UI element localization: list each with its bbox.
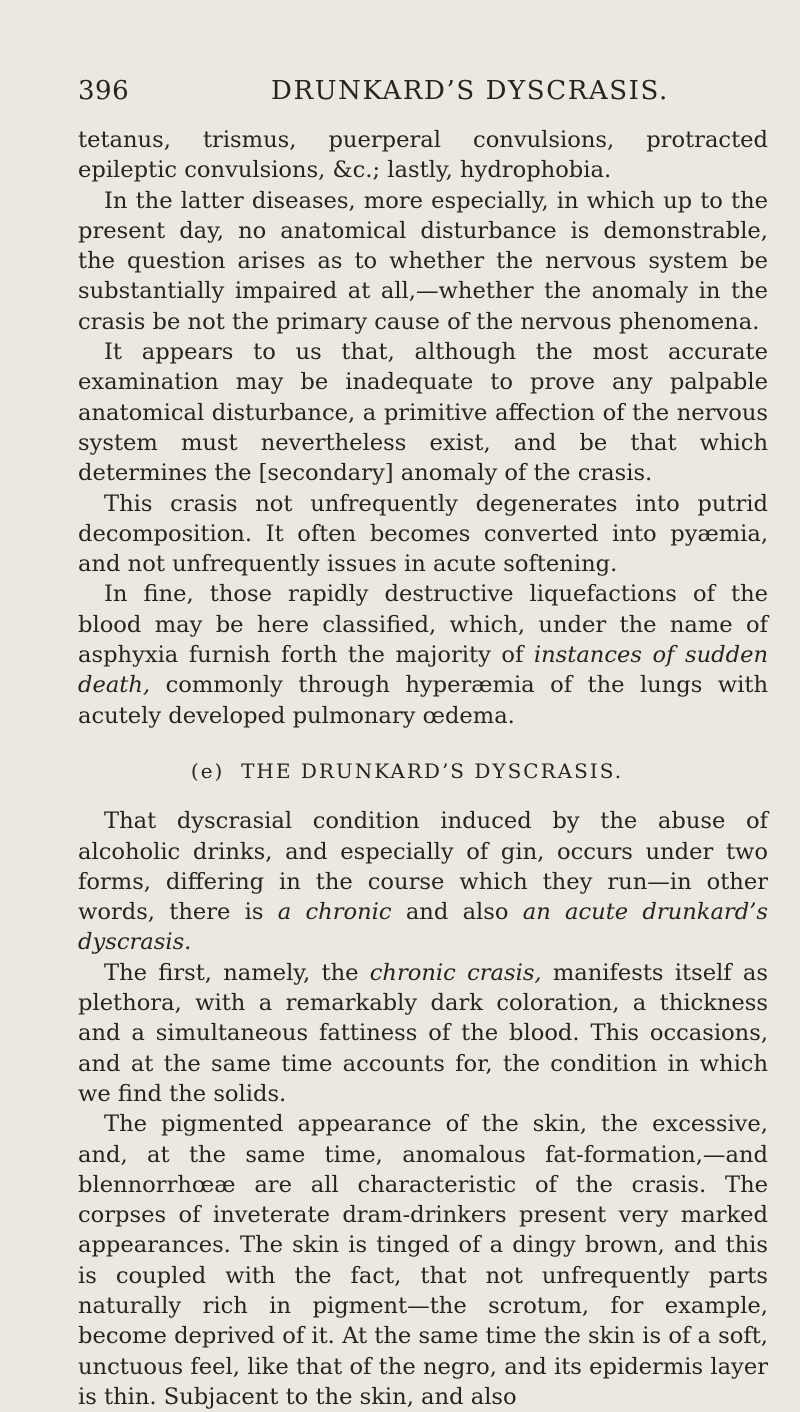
running-head (78, 76, 760, 110)
section-label: (e) (190, 758, 225, 783)
italic-text: instances of sudden death, (78, 642, 768, 699)
italic-text: a chronic (277, 899, 392, 926)
section-heading (78, 756, 768, 786)
page-number: 396 (78, 76, 130, 106)
paragraph-pigmented-appearance: The pigmented appearance of the skin, the excessive, and, at the same time, anomalous fat-formation,—and blennorrhœæ are all characteristic of the crasis. The corpses of inveterate dram-drinkers present very marked appearances. The skin is tinged of a dingy brown, and this is coupled with the fact, that not unfrequently parts naturally rich in pigment—the scrotum, for example, become deprived of it. At the same time the skin is of a soft, unctuous feel, like that of the negro, and its epidermis layer is thin. Subjacent to the skin, and also (78, 1111, 768, 1410)
text-span: manifests itself as plethora, with a remarkably dark coloration, a thickness and a simultaneous fattiness of the blood. This occasions, and at the same time accounts for, the condition in which we find the solids. (78, 959, 768, 1107)
paragraph-appears-to-us: It appears to us that, although the most accurate examination may be inadequate to prove any palpable anatomical disturbance, a primitive affection of the nervous system must nevertheless exist, and be that which determines the [secondary] anomaly of the crasis. (78, 339, 768, 487)
paragraph-latter-diseases: In the latter diseases, more especially, in which up to the present day, no anatomical disturbance is demonstrable, the question arises as to whether the nervous system be substantially impaired at all,—whether the anomaly in the crasis be not the primary cause of the nervous phenomena. (78, 187, 768, 335)
body-text (78, 125, 768, 1412)
text-span: The first, namely, the (104, 959, 370, 986)
text-span: and also (391, 899, 523, 926)
paragraph-first-chronic (78, 958, 768, 1109)
text-span: commonly through hyperæmia of the lungs with acutely developed pulmonary œdema. (78, 672, 768, 729)
running-title: DRUNKARD’S DYSCRASIS. (271, 76, 669, 106)
text-span: That dyscrasial condition induced by the abuse of alcoholic drinks, and especially of gin, occurs under two forms, differing in the course which they run—in other words, there is (78, 808, 768, 926)
text-span: In fine, those rapidly destructive liquefactions of the blood may be here classified, which, under the name of asphyxia furnish forth the majority of (78, 581, 768, 669)
italic-text: chronic crasis, (369, 959, 542, 986)
paragraph-in-fine (78, 579, 768, 730)
italic-text: an acute drunkard’s dyscrasis. (78, 899, 768, 956)
section-title: THE DRUNKARD’S DYSCRASIS. (241, 758, 624, 783)
paragraph-crasis-degenerates: This crasis not unfrequently degenerates into putrid decomposition. It often becomes converted into pyæmia, and not unfrequently issues in acute softening. (78, 490, 768, 578)
paragraph-dyscrasial-condition (78, 806, 768, 957)
paragraph-continuation: tetanus, trismus, puerperal convulsions, protracted epileptic convulsions, &c.; lastly, hydrophobia. (78, 127, 768, 184)
